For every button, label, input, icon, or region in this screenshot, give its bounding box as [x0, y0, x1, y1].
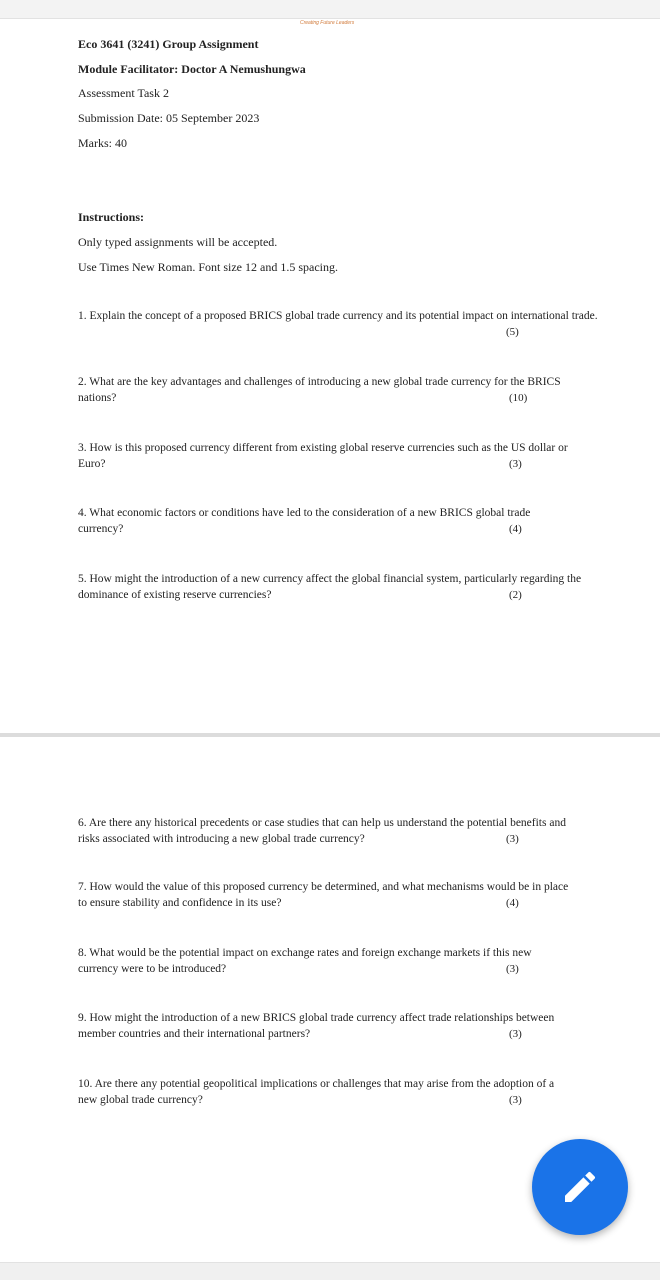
question-8: [78, 945, 573, 977]
question-2: [78, 374, 588, 406]
question-9-text: 9. How might the introduction of a new BRICS global trade currency affect trade relationships between member countries and their international partners?: [78, 1012, 555, 1040]
question-5-text: 5. How might the introduction of a new currency affect the global financial system, particularly regarding the dominance of existing reserve currencies?: [78, 573, 582, 601]
facilitator-line: Module Facilitator: Doctor A Nemushungwa: [78, 62, 306, 76]
question-5: [78, 571, 588, 603]
question-3: [78, 440, 588, 472]
viewer-bottom-bar: [0, 1262, 660, 1280]
submission-date: Submission Date: 05 September 2023: [78, 111, 260, 125]
header-logo-text: Creating Future Leaders: [300, 20, 355, 26]
question-2-text: 2. What are the key advantages and challenges of introducing a new global trade currency for the BRICS nations?: [78, 376, 561, 404]
question-7-marks: (4): [506, 897, 519, 909]
question-10: [78, 1076, 558, 1108]
question-1: [78, 308, 598, 338]
question-10-marks: (3): [509, 1094, 522, 1106]
question-9: [78, 1010, 578, 1042]
question-3-marks: (3): [509, 458, 522, 470]
question-5-marks: (2): [509, 589, 522, 601]
question-6-text: 6. Are there any historical precedents or case studies that can help us understand the potential benefits and risks associated with introducing a new global trade currency?: [78, 817, 566, 845]
question-1-marks: (5): [506, 326, 519, 338]
question-7: [78, 879, 578, 911]
question-8-marks: (3): [506, 963, 519, 975]
question-8-text: 8. What would be the potential impact on exchange rates and foreign exchange markets if this new currency were to be introduced?: [78, 947, 532, 975]
course-title: Eco 3641 (3241) Group Assignment: [78, 37, 259, 51]
instruction-format: Use Times New Roman. Font size 12 and 1.5 spacing.: [78, 260, 338, 274]
task-line: Assessment Task 2: [78, 86, 169, 100]
page-1[interactable]: [0, 19, 660, 733]
instructions-heading: Instructions:: [78, 210, 145, 224]
question-9-marks: (3): [509, 1028, 522, 1040]
question-10-text: 10. Are there any potential geopolitical implications or challenges that may arise from the adoption of a new global trade currency?: [78, 1078, 555, 1106]
question-4-text: 4. What economic factors or conditions have led to the consideration of a new BRICS global trade currency?: [78, 507, 531, 535]
instruction-typed: Only typed assignments will be accepted.: [78, 235, 278, 249]
marks-total: Marks: 40: [78, 136, 127, 150]
question-2-marks: (10): [509, 392, 528, 404]
question-3-text: 3. How is this proposed currency different from existing global reserve currencies such as the US dollar or Euro?: [78, 442, 568, 470]
pencil-icon: [560, 1167, 600, 1207]
question-6-marks: (3): [506, 833, 519, 845]
question-4: [78, 505, 568, 537]
viewer-top-bar: [0, 0, 660, 19]
question-1-text: 1. Explain the concept of a proposed BRICS global trade currency and its potential impact on international trade.: [78, 310, 598, 322]
edit-fab-button[interactable]: [532, 1139, 628, 1235]
question-6: [78, 815, 573, 847]
question-4-marks: (4): [509, 523, 522, 535]
question-7-text: 7. How would the value of this proposed currency be determined, and what mechanisms would be in place to ensure stability and confidence in its use?: [78, 881, 569, 909]
